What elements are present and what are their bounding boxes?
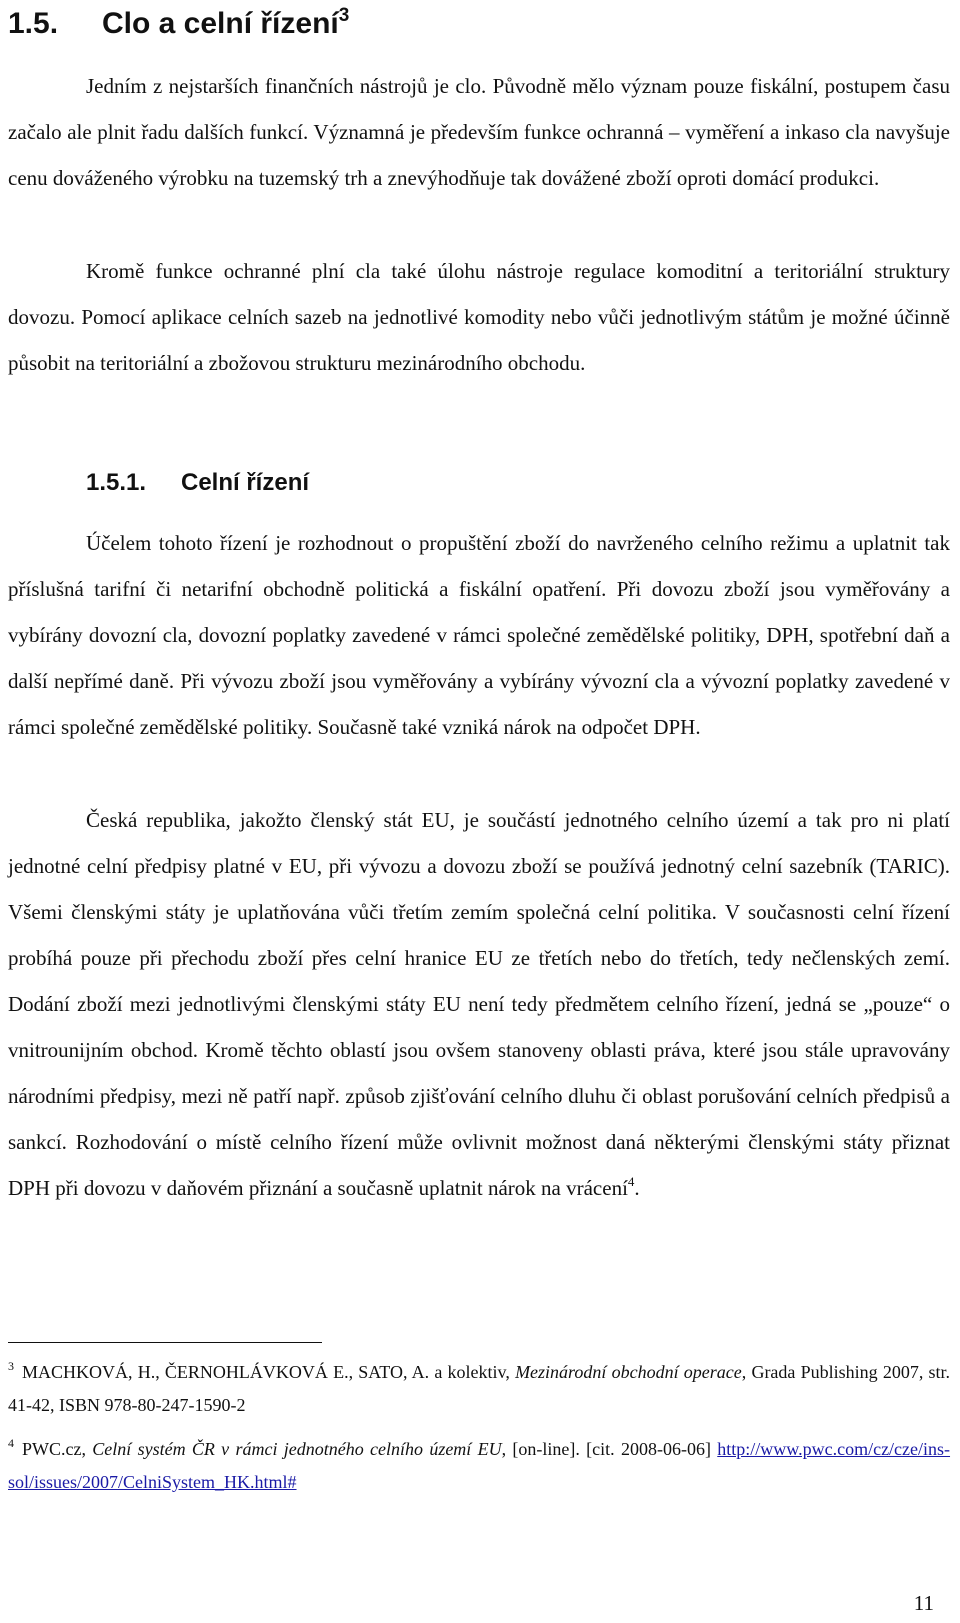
section-title: Clo a celní řízení [102, 7, 339, 40]
footnote-3-rest: , Grada Publishing 2007, str. 41-42, ISBN 978-80-247-1590-2 [8, 1362, 951, 1415]
page-number: 11 [913, 1591, 934, 1615]
footnote-ref-4[interactable]: 4 [627, 1174, 635, 1189]
footnote-4 [8, 1433, 950, 1499]
paragraph-4-end: . [634, 1176, 640, 1200]
paragraph-2: Kromě funkce ochranné plní cla také úlohu nástroje regulace komoditní a teritoriální struktury dovozu. Pomocí aplikace celních sazeb na jednotlivé komodity nebo vůči jednotlivým státům je možné účinně působit na teritoriální a zbožovou strukturu mezinárodního obchodu. [8, 259, 950, 375]
subsection-heading [86, 465, 950, 501]
footnote-separator [8, 1342, 322, 1343]
footnote-4-marker: 4 [8, 1436, 14, 1450]
subsection-title: Celní řízení [181, 469, 310, 496]
footnote-4-link[interactable]: http://www.pwc.com/cz/cze/ins-sol/issues/2007/CelniSystem_HK.html# [8, 1439, 951, 1492]
footnote-4-text: PWC.cz, [22, 1439, 86, 1459]
footnote-4-rest: , [on-line]. [cit. 2008-06-06] [501, 1439, 711, 1459]
footnote-4-title: Celní systém ČR v rámci jednotného celního území EU [92, 1439, 502, 1459]
paragraph-3: Účelem tohoto řízení je rozhodnout o propuštění zboží do navrženého celního režimu a uplatnit tak příslušná tarifní či netarifní obchodně politická a fiskální opatření. Při dovozu zboží jsou vyměřovány a vybírány dovozní cla, dovozní poplatky zavedené v rámci společné zemědělské politiky, DPH, spotřební daň a další nepřímé daně. Při vývozu zboží jsou vyměřovány a vybírány vývozní cla a vývozní poplatky zavedené v rámci společné zemědělské politiky. Současně také vzniká nárok na odpočet DPH. [8, 531, 950, 739]
subsection-number: 1.5.1. [86, 469, 147, 496]
footnote-ref-3[interactable]: 3 [338, 5, 350, 26]
footnote-3-text: MACHKOVÁ, H., ČERNOHLÁVKOVÁ E., SATO, A. a kolektiv, [22, 1362, 510, 1382]
paragraph-4 [8, 797, 950, 1211]
footnote-3-title: Mezinárodní obchodní operace [515, 1362, 742, 1382]
section-number: 1.5. [8, 7, 59, 40]
footnote-3-marker: 3 [8, 1359, 14, 1373]
section-heading [8, 2, 950, 46]
paragraph-4-text: Česká republika, jakožto členský stát EU, je součástí jednotného celního území a tak pro ni platí jednotné celní předpisy platné v EU, při vývozu a dovozu zboží se používá jednotný celní sazebník (TARIC). Všemi členskými státy je uplatňována vůči třetím zemím společná celní politika. V současnosti celní řízení probíhá pouze při přechodu zboží přes celní hranice EU ze třetích nebo do třetích, tedy nečlenských zemí. Dodání zboží mezi jednotlivými členskými státy EU není tedy předmětem celního řízení, jedná se „pouze“ o vnitrounijním obchod. Kromě těchto oblastí jsou ovšem stanoveny oblasti práva, které jsou stále upravovány národními předpisy, mezi ně patří např. způsob zjišťování celního dluhu či oblast porušování celních předpisů a sankcí. Rozhodování o místě celního řízení může ovlivnit možnost daná některými členskými státy přiznat DPH při dovozu v daňovém přiznání a současně uplatnit nárok na vrácení [8, 808, 950, 1200]
footnote-3 [8, 1356, 950, 1422]
paragraph-1: Jedním z nejstarších finančních nástrojů je clo. Původně mělo význam pouze fiskální, postupem času začalo ale plnit řadu dalších funkcí. Významná je především funkce ochranná – vyměření a inkaso cla navyšuje cenu dováženého výrobku na tuzemský trh a znevýhodňuje tak dovážené zboží oproti domácí produkci. [8, 74, 950, 190]
